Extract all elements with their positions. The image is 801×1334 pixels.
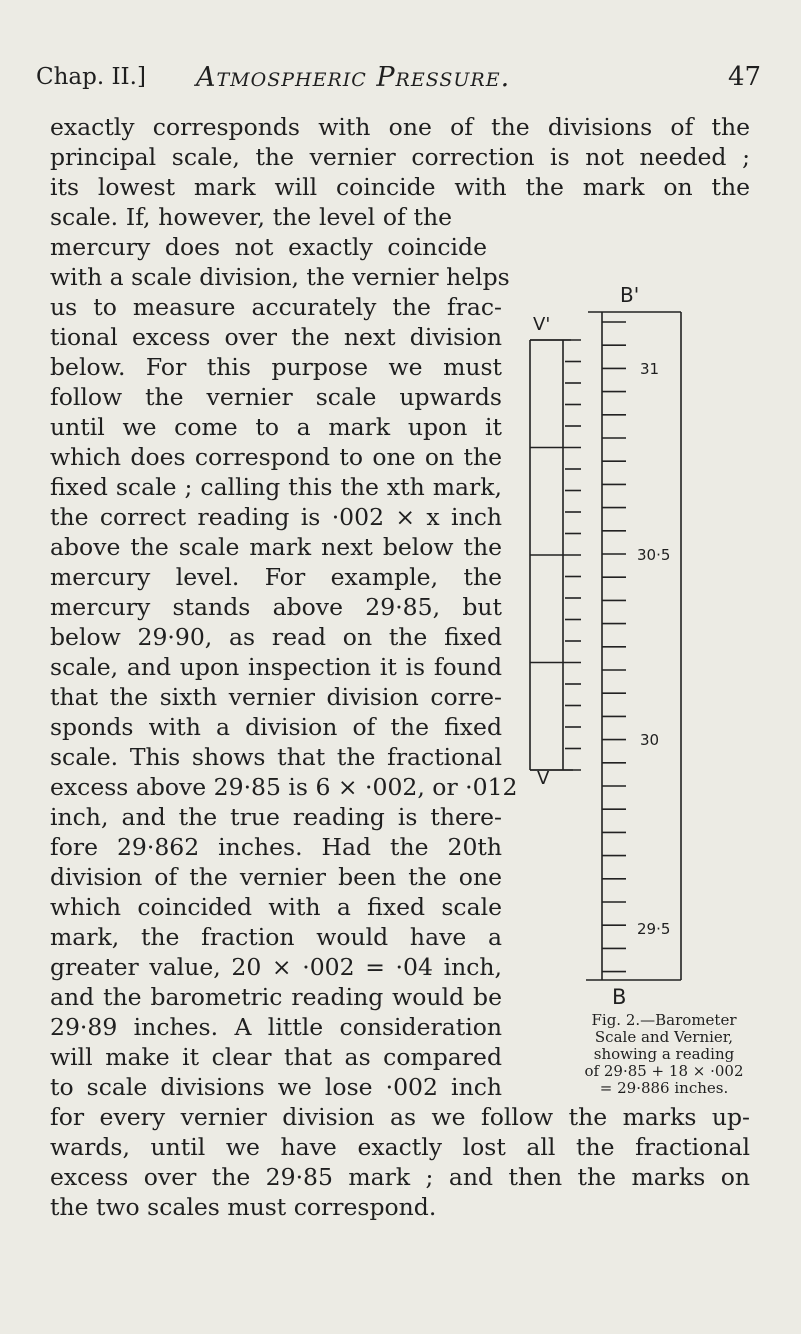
text-line: principal scale, the vernier correction is not needed ; [50, 143, 750, 171]
text-line: the two scales must correspond. [50, 1193, 437, 1221]
running-title: Atmospheric Pressure. [196, 62, 511, 93]
text-line: sponds with a division of the fixed [50, 713, 502, 741]
text-line: with a scale division, the vernier helps [50, 263, 510, 291]
text-line: for every vernier division as we follow the marks up- [50, 1103, 750, 1131]
text-line: excess over the 29·85 mark ; and then the marks on [50, 1163, 750, 1191]
vernier-scale [530, 340, 581, 770]
text-line: that the sixth vernier division corre- [50, 683, 502, 711]
text-line: wards, until we have exactly lost all the fractional [50, 1133, 750, 1161]
fixed-scale [586, 312, 681, 980]
chapter-label: Chap. II.] [36, 64, 146, 90]
text-line: scale. If, however, the level of the [50, 203, 452, 231]
text-line: tional excess over the next division [50, 323, 502, 351]
fixed-scale-top-label: B' [620, 283, 640, 307]
text-line: fore 29·862 inches. Had the 20th [50, 833, 502, 861]
text-line: exactly corresponds with one of the divisions of the [50, 113, 750, 141]
text-line: 29·89 inches. A little consideration [50, 1013, 502, 1041]
vernier-top-label: V' [533, 314, 551, 335]
text-line: below. For this purpose we must [50, 353, 502, 381]
scale-mark-30: 30 [640, 731, 660, 749]
text-line: follow the vernier scale upwards [50, 383, 502, 411]
page-number: 47 [728, 62, 762, 92]
scale-mark-31: 31 [640, 360, 660, 378]
text-line: mark, the fraction would have a [50, 923, 502, 951]
text-line: which does correspond to one on the [50, 443, 502, 471]
text-line: us to measure accurately the frac- [50, 293, 502, 321]
text-line: until we come to a mark upon it [50, 413, 502, 441]
text-line: division of the vernier been the one [50, 863, 502, 891]
text-line: inch, and the true reading is there- [50, 803, 502, 831]
text-line: mercury level. For example, the [50, 563, 502, 591]
text-line: scale. This shows that the fractional [50, 743, 502, 771]
scale-mark-30-5: 30·5 [637, 546, 671, 564]
text-line: above the scale mark next below the [50, 533, 502, 561]
caption-line: = 29·886 inches. [599, 1079, 729, 1097]
text-line: to scale divisions we lose ·002 inch [50, 1073, 502, 1101]
vernier-bottom-label: V [537, 768, 550, 789]
text-line: which coincided with a fixed scale [50, 893, 502, 921]
text-line: greater value, 20 × ·002 = ·04 inch, [50, 953, 502, 981]
text-line: its lowest mark will coincide with the mark on the [50, 173, 750, 201]
caption-line: Scale and Vernier, [594, 1028, 734, 1046]
text-line: below 29·90, as read on the fixed [50, 623, 502, 651]
text-line: mercury does not exactly coincide [50, 233, 487, 261]
text-line: excess above 29·85 is 6 × ·002, or ·012 [50, 773, 518, 801]
scale-mark-29-5: 29·5 [637, 920, 671, 938]
caption-line: of 29·85 + 18 × ·002 [584, 1062, 744, 1080]
caption-line: Fig. 2.—Barometer [591, 1011, 737, 1029]
fixed-scale-bottom-label: B [612, 985, 627, 1009]
caption-line: showing a reading [593, 1045, 735, 1063]
text-line: scale, and upon inspection it is found [50, 653, 502, 681]
text-line: and the barometric reading would be [50, 983, 502, 1011]
text-line: mercury stands above 29·85, but [50, 593, 502, 621]
text-line: fixed scale ; calling this the xth mark, [50, 473, 502, 501]
text-line: the correct reading is ·002 × x inch [50, 503, 502, 531]
text-line: will make it clear that as compared [50, 1043, 502, 1071]
